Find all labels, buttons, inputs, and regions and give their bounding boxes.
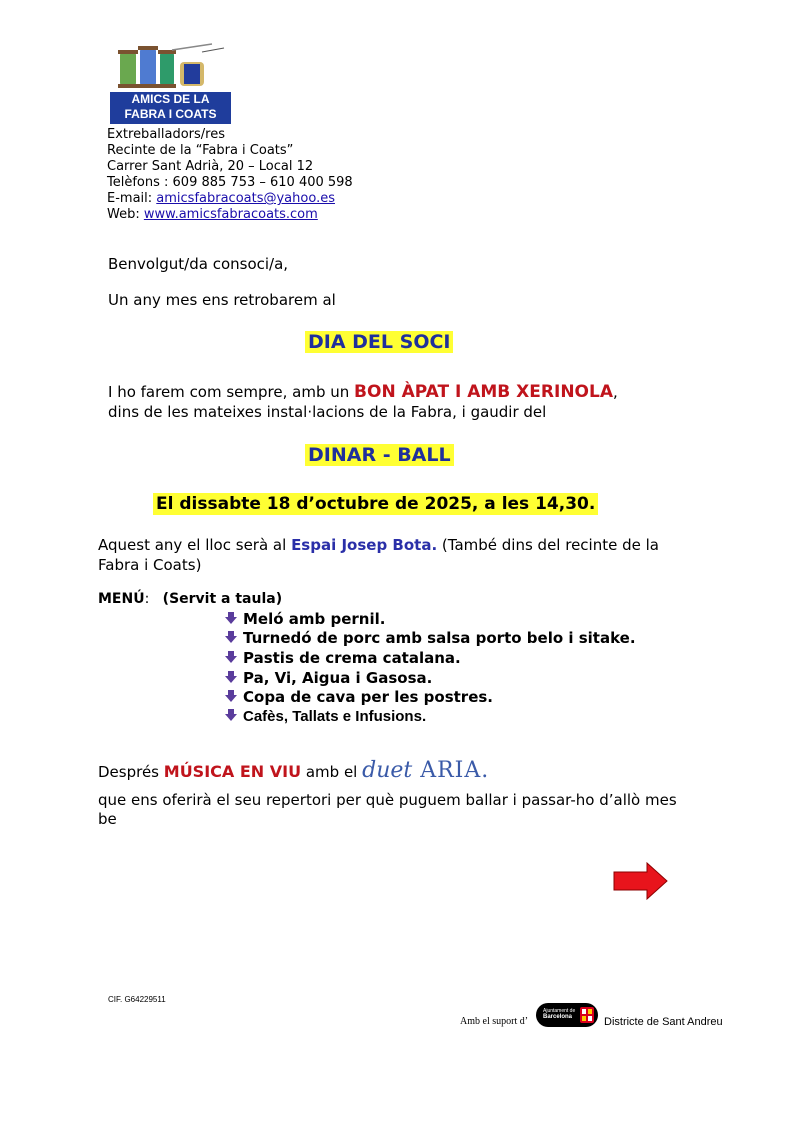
menu-item	[225, 708, 426, 728]
web-label: Web:	[107, 207, 144, 222]
menu-colon: :	[144, 591, 150, 607]
spools-logo-image	[112, 42, 232, 92]
venue-line: dins de les mateixes instal·lacions de la Fabra, i gaudir del	[108, 403, 547, 421]
address-block	[107, 127, 353, 223]
cif-number: CIF. G64229511	[108, 995, 166, 1004]
address-web-row	[107, 207, 353, 223]
music-prefix: Després	[98, 763, 164, 781]
arrow-bullet-icon	[225, 669, 243, 687]
menu-item	[225, 669, 432, 689]
districte-text: Districte de Sant Andreu	[604, 1016, 723, 1028]
meal-line	[108, 382, 618, 402]
logo-label	[110, 92, 231, 124]
address-email-row	[107, 191, 353, 207]
place-line2: Fabra i Coats)	[98, 556, 202, 574]
address-line2: Recinte de la “Fabra i Coats”	[107, 143, 294, 158]
ajuntament-line2: Barcelona	[543, 1014, 573, 1020]
web-link[interactable]: www.amicsfabracoats.com	[143, 207, 318, 222]
arrow-bullet-icon	[225, 688, 243, 706]
ajuntament-logo	[536, 1003, 598, 1027]
place-suffix: (També dins del recinte de la	[437, 536, 659, 554]
meal-line-prefix: I ho farem com sempre, amb un	[108, 383, 355, 401]
barcelona-shield-icon	[580, 1007, 594, 1023]
menu-item	[225, 629, 636, 649]
next-page-arrow-icon	[613, 862, 669, 900]
meal-line-suffix: ,	[613, 383, 618, 401]
music-line3: be	[98, 810, 117, 828]
intro-text: Un any mes ens retrobarem al	[108, 291, 336, 309]
menu-label: MENÚ	[98, 591, 145, 607]
place-prefix: Aquest any el lloc serà al	[98, 536, 292, 554]
ajuntament-line1: Ajuntament de	[543, 1008, 576, 1014]
ajuntament-logo-text	[543, 1008, 575, 1020]
email-label: E-mail:	[107, 191, 157, 206]
menu-item-text: Meló amb pernil.	[243, 610, 386, 628]
place-line	[98, 536, 659, 554]
arrow-bullet-icon	[225, 610, 243, 628]
event2-title-text: DINAR - BALL	[305, 444, 454, 466]
music-highlight: MÚSICA EN VIU	[163, 762, 302, 781]
event-title	[305, 331, 453, 353]
address-line3: Carrer Sant Adrià, 20 – Local 12	[107, 159, 314, 174]
place-name: Espai Josep Bota.	[291, 536, 438, 554]
address-phones: Telèfons : 609 885 753 – 610 400 598	[107, 175, 353, 190]
menu-item-text: Pa, Vi, Aigua i Gasosa.	[243, 669, 433, 687]
menu-header	[98, 591, 282, 607]
address-line1: Extreballadors/res	[107, 127, 226, 142]
aria-script: ARIA.	[412, 758, 490, 783]
greeting: Benvolgut/da consoci/a,	[108, 255, 289, 273]
event-date-text: El dissabte 18 d’octubre de 2025, a les 14,30.	[153, 493, 598, 515]
menu-served: (Servit a taula)	[162, 591, 283, 607]
music-line	[98, 758, 489, 783]
email-link[interactable]: amicsfabracoats@yahoo.es	[156, 191, 335, 206]
event2-title	[305, 444, 454, 466]
arrow-bullet-icon	[225, 649, 243, 667]
menu-item	[225, 688, 493, 708]
menu-item-text: Cafès, Tallats e Infusions.	[243, 708, 427, 725]
menu-item-text: Copa de cava per les postres.	[243, 688, 493, 706]
menu-item-text: Pastis de crema catalana.	[243, 649, 461, 667]
support-text: Amb el suport d’	[460, 1016, 529, 1027]
arrow-bullet-icon	[225, 629, 243, 647]
music-line2: que ens oferirà el seu repertori per què puguem ballar i passar-ho d’allò mes	[98, 791, 677, 809]
event-date	[153, 494, 598, 514]
logo-line2: FABRA I COATS	[124, 107, 217, 121]
duet-script: duet	[362, 758, 413, 783]
logo-line1: AMICS DE LA	[131, 92, 210, 106]
event-title-text: DIA DEL SOCI	[305, 331, 453, 353]
menu-item-text: Turnedó de porc amb salsa porto belo i sitake.	[243, 629, 636, 647]
arrow-bullet-icon	[225, 708, 243, 725]
menu-item	[225, 610, 385, 630]
music-middle: amb el	[301, 763, 363, 781]
menu-item	[225, 649, 461, 669]
meal-highlight: BON ÀPAT I AMB XERINOLA	[354, 382, 613, 402]
